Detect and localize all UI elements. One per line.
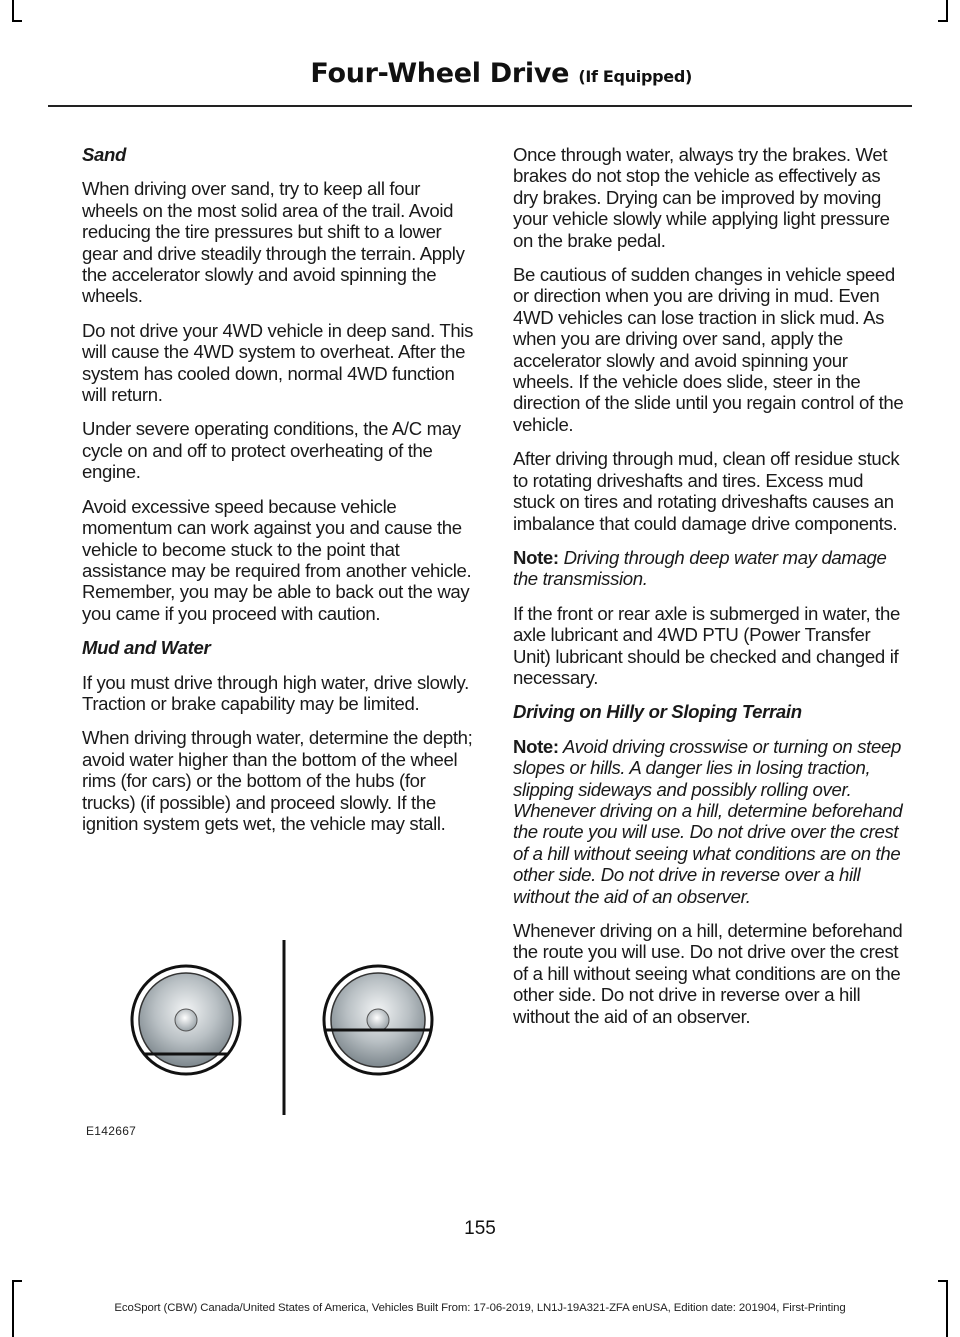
sand-paragraph-2: Do not drive your 4WD vehicle in deep sand. This will cause the 4WD system to overheat. After the system has cooled down, normal 4WD function will return. xyxy=(82,319,474,406)
right-column xyxy=(513,144,909,1040)
note-hills xyxy=(513,736,909,907)
crop-mark-top-right-vertical xyxy=(946,0,948,22)
note-label: Note: xyxy=(513,735,559,757)
sand-paragraph-1: When driving over sand, try to keep all four wheels on the most solid area of the trail. Avoid reducing the tire pressures but shift to a lower gear and drive steadily through the terrain. Apply the accelerator slowly and avoid spinning the wheels. xyxy=(82,178,465,307)
mud-paragraph-caution: Be cautious of sudden changes in vehicle speed or direction when you are driving in mud. Even 4WD vehicles can lose traction in slick mud. As when you are driving over sand, apply the accelerator slowly and avoid spinning your wheels. If the vehicle does slide, steer in the direction of the slide until you regain control of the vehicle. xyxy=(513,264,904,435)
crop-mark-top-left-horizontal xyxy=(12,20,22,22)
section-title xyxy=(310,58,692,89)
crop-mark-top-right-horizontal xyxy=(938,20,948,22)
note-text: Avoid driving crosswise or turning on steep slopes or hills. A danger lies in losing traction, slipping sideways and possibly rolling over. Whenever driving on a hill, determine beforehand the route you will use. Do not drive over the crest of a hill without seeing what conditions are on the other side. Do not drive in reverse over a hill without the aid of an observer. xyxy=(513,735,903,907)
crop-mark-bottom-left-horizontal xyxy=(12,1280,22,1282)
note-text: Driving through deep water may damage the transmission. xyxy=(513,546,887,590)
left-column xyxy=(82,144,477,847)
section-title-main: Four-Wheel Drive xyxy=(310,58,570,89)
crop-mark-bottom-right-horizontal xyxy=(938,1280,948,1282)
note-deep-water xyxy=(513,547,909,590)
page-number: 155 xyxy=(464,1218,496,1239)
note-label: Note: xyxy=(513,546,559,568)
wheel-rim-level-icon xyxy=(132,966,240,1074)
figure-id: E142667 xyxy=(86,1124,137,1138)
hill-paragraph: Whenever driving on a hill, determine beforehand the route you will use. Do not drive over the crest of a hill without seeing what conditions are on the other side. Do not drive in reverse over a hill without the aid of an observer. xyxy=(513,920,903,1027)
footer-edition-info: EcoSport (CBW) Canada/United States of America, Vehicles Built From: 17-06-2019, LN1J-19A321-ZFA enUSA, Edition date: 201904, First-Printing xyxy=(114,1302,846,1314)
header-divider xyxy=(48,105,912,107)
mud-paragraph-1: If you must drive through high water, drive slowly. Traction or brake capability may be limited. xyxy=(82,671,469,714)
wheel-depth-figure xyxy=(82,930,477,1145)
sand-paragraph-4: Avoid excessive speed because vehicle momentum can work against you and cause the vehicle to become stuck to the point that assistance may be required from another vehicle. Remember, you may be able to back out the way you came if you proceed with caution. xyxy=(82,495,472,624)
mud-paragraph-2: When driving through water, determine the depth; avoid water higher than the bottom of the wheel rims (for cars) or the bottom of the hubs (for trucks) (if possible) and proceed slowly. If the ignition system gets wet, the vehicle may stall. xyxy=(82,727,473,834)
sand-paragraph-3: Under severe operating conditions, the A/C may cycle on and off to protect overheating of the engine. xyxy=(82,418,461,483)
hilly-terrain-heading: Driving on Hilly or Sloping Terrain xyxy=(513,701,802,723)
crop-mark-top-left-vertical xyxy=(12,0,14,22)
mud-paragraph-cleanup: After driving through mud, clean off residue stuck to rotating driveshafts and tires. Excess mud stuck on tires and rotating driveshafts causes an imbalance that could damage drive components. xyxy=(513,448,900,534)
wheel-hub-level-icon xyxy=(324,966,432,1074)
water-paragraph-brakes: Once through water, always try the brakes. Wet brakes do not stop the vehicle as effectively as dry brakes. Drying can be improved by moving your vehicle slowly while applying light pressure on the brake pedal. xyxy=(513,144,890,251)
section-title-qualifier: (If Equipped) xyxy=(578,67,692,86)
axle-paragraph: If the front or rear axle is submerged in water, the axle lubricant and 4WD PTU (Power Transfer Unit) lubricant should be checked and changed if necessary. xyxy=(513,602,900,688)
sand-heading: Sand xyxy=(82,144,127,165)
mud-water-heading: Mud and Water xyxy=(82,637,211,659)
wheel-illustration xyxy=(82,930,477,1145)
